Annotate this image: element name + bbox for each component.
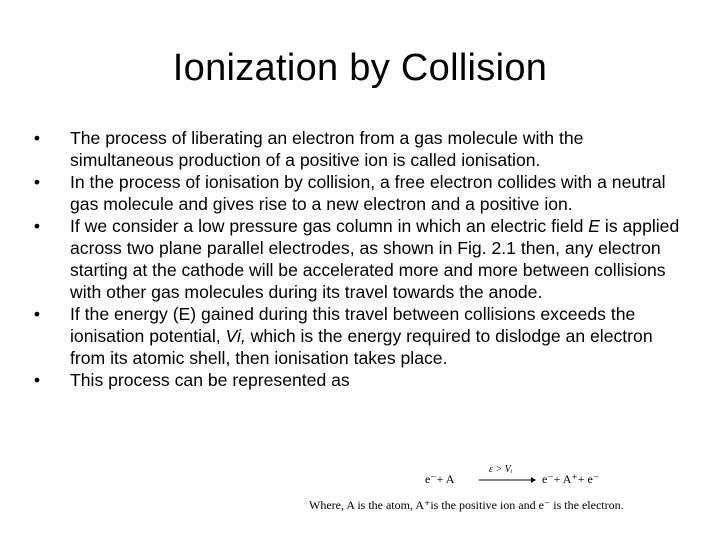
equation-products: e⁻+ A⁺+ e⁻ bbox=[542, 472, 600, 486]
bullet-text-post: is applied across two plane parallel electrodes, as shown in Fig. 2.1 then, any electron starting at the cathode will be accelerated more and more between collisions with other gas molecules during its travel towards the anode. bbox=[70, 216, 680, 302]
bullet-marker: • bbox=[33, 172, 41, 192]
bullet-text-post: which is the energy required to dislodge an electron from its atomic shell, then ionisation takes place. bbox=[70, 326, 653, 368]
electric-field-symbol: E bbox=[588, 216, 601, 236]
bullet-item bbox=[30, 369, 690, 391]
equation-condition: ε > Vᵢ bbox=[489, 464, 513, 475]
arrow-icon bbox=[477, 464, 537, 488]
equation-caption: Where, A is the atom, A⁺is the positive ion and e⁻ is the electron. bbox=[309, 498, 624, 512]
slide-title: Ionization by Collision bbox=[172, 47, 548, 89]
bullet-text: In the process of ionisation by collision, a free electron collides with a neutral gas molecule and gives rise to a new electron and a positive ion. bbox=[70, 172, 666, 214]
bullet-item bbox=[30, 215, 690, 303]
bullet-marker: • bbox=[33, 128, 41, 148]
bullet-item bbox=[30, 171, 690, 215]
ionization-equation bbox=[425, 462, 615, 492]
bullet-list bbox=[30, 127, 690, 391]
bullet-item bbox=[30, 127, 690, 171]
bullet-text: The process of liberating an electron from a gas molecule with the simultaneous production of a positive ion is called ionisation. bbox=[70, 128, 584, 170]
reaction-arrow bbox=[477, 464, 537, 488]
bullet-marker: • bbox=[33, 304, 41, 324]
bullet-text-pre: If the energy (E) gained during this travel between collisions exceeds the ionisation potential, bbox=[70, 304, 636, 346]
bullet-text: This process can be represented as bbox=[70, 370, 350, 390]
ionisation-potential-symbol: Vi, bbox=[225, 326, 246, 346]
bullet-text-pre: If we consider a low pressure gas column in which an electric field bbox=[70, 216, 589, 236]
equation-reactants: e⁻+ A bbox=[425, 472, 455, 486]
bullet-marker: • bbox=[33, 216, 41, 236]
bullet-item bbox=[30, 303, 690, 369]
bullet-marker: • bbox=[33, 370, 41, 390]
